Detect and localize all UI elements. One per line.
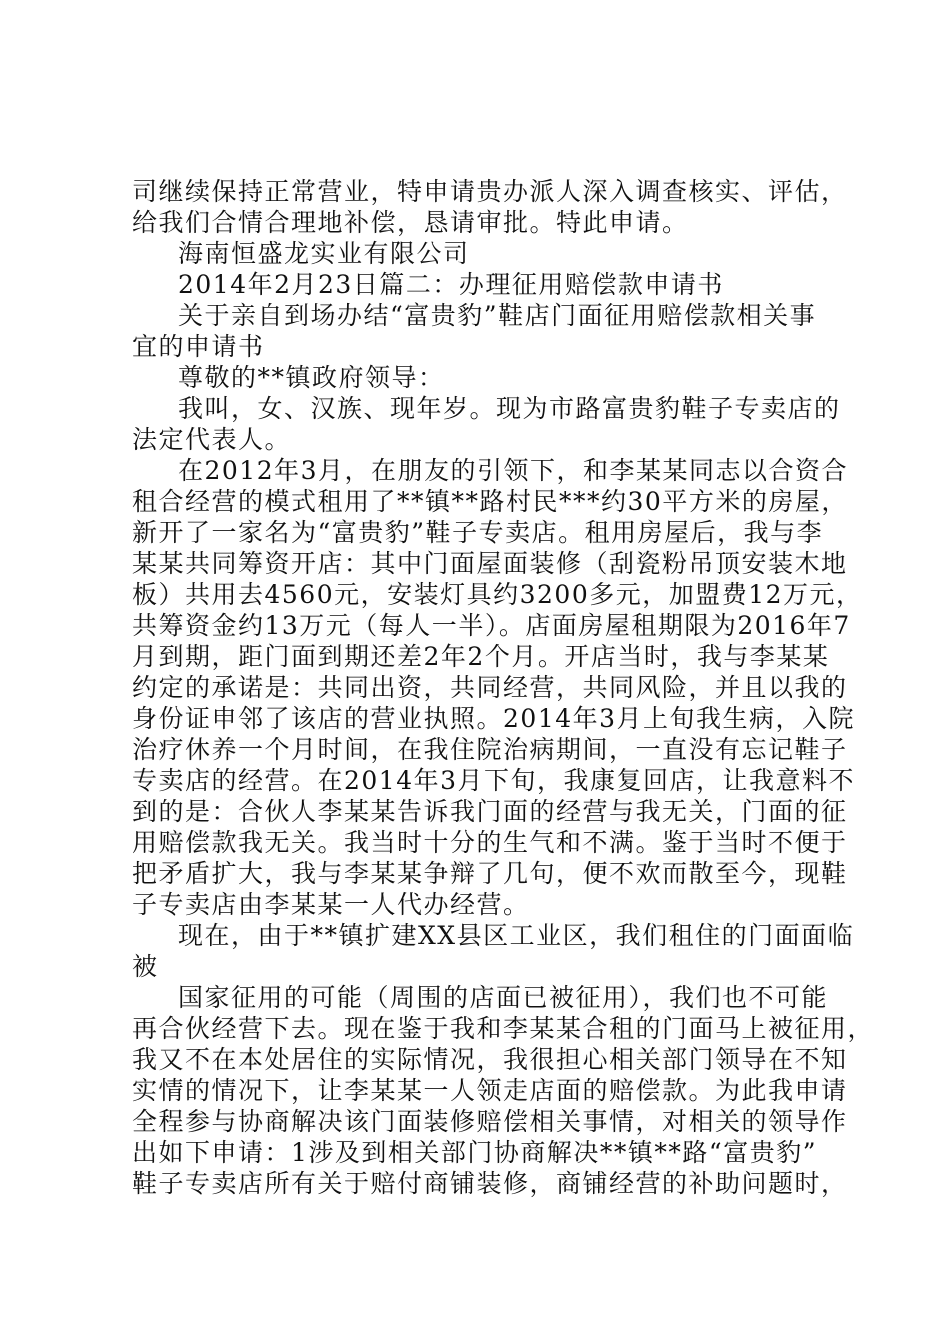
- text-line: 法定代表人。: [132, 425, 292, 454]
- text-line: 海南恒盛龙实业有限公司: [178, 239, 470, 268]
- document-body: [132, 176, 875, 1199]
- text-line: 司继续保持正常营业，特申请贵办派人深入调查核实、评估，: [132, 177, 848, 206]
- text-line: 把矛盾扩大，我与李某某争辩了几句，便不欢而散至今，现鞋: [132, 859, 848, 888]
- text-line: 租合经营的模式租用了**镇**路村民***约30平方米的房屋，: [132, 487, 848, 516]
- text-line: 用赔偿款我无关。我当时十分的生气和不满。鉴于当时不便于: [132, 828, 848, 857]
- text-line: 到的是：合伙人李某某告诉我门面的经营与我无关，门面的征: [132, 797, 848, 826]
- text-line: 给我们合情合理地补偿，恳请审批。特此申请。: [132, 208, 689, 237]
- text-line: 再合伙经营下去。现在鉴于我和李某某合租的门面马上被征用，: [132, 1014, 875, 1043]
- text-line: 被: [132, 952, 159, 981]
- text-line: 某某共同筹资开店：其中门面屋面装修（刮瓷粉吊顶安装木地: [132, 549, 848, 578]
- text-line: 我又不在本处居住的实际情况，我很担心相关部门领导在不知: [132, 1045, 848, 1074]
- text-line: 出如下申请：1涉及到相关部门协商解决**镇**路“富贵豹”: [132, 1138, 817, 1167]
- text-line: 身份证申邻了该店的营业执照。2014年3月上旬我生病，入院: [132, 704, 856, 733]
- text-line: 子专卖店由李某某一人代办经营。: [132, 890, 530, 919]
- text-line: 治疗休养一个月时间，在我住院治病期间，一直没有忘记鞋子: [132, 735, 848, 764]
- text-line: 2014年2月23日篇二：办理征用赔偿款申请书: [178, 270, 724, 299]
- text-line: 月到期，距门面到期还差2年2个月。开店当时，我与李某某: [132, 642, 830, 671]
- text-line: 国家征用的可能（周围的店面已被征用），我们也不可能: [178, 983, 829, 1012]
- text-line: 我叫，女、汉族、现年岁。现为市路富贵豹鞋子专卖店的: [178, 394, 841, 423]
- text-line: 约定的承诺是：共同出资，共同经营，共同风险，并且以我的: [132, 673, 848, 702]
- text-line: 尊敬的**镇政府领导：: [178, 363, 445, 392]
- text-line: 在2012年3月，在朋友的引领下，和李某某同志以合资合: [178, 456, 849, 485]
- text-line: 鞋子专卖店所有关于赔付商铺装修，商铺经营的补助问题时，: [132, 1169, 848, 1198]
- text-line: 共筹资金约13万元（每人一半）。店面房屋租期限为2016年7: [132, 611, 851, 640]
- text-line: 板）共用去4560元，安装灯具约3200多元，加盟费12万元，: [132, 580, 863, 609]
- text-line: 实情的情况下，让李某某一人领走店面的赔偿款。为此我申请: [132, 1076, 848, 1105]
- text-line: 全程参与协商解决该门面装修赔偿相关事情，对相关的领导作: [132, 1107, 848, 1136]
- text-line: 专卖店的经营。在2014年3月下旬，我康复回店，让我意料不: [132, 766, 856, 795]
- text-line: 关于亲自到场办结“富贵豹”鞋店门面征用赔偿款相关事: [178, 301, 817, 330]
- text-line: 宜的申请书: [132, 332, 265, 361]
- text-line: 新开了一家名为“富贵豹”鞋子专卖店。租用房屋后，我与李: [132, 518, 824, 547]
- text-line: 现在，由于**镇扩建XX县区工业区，我们租住的门面面临: [178, 921, 855, 950]
